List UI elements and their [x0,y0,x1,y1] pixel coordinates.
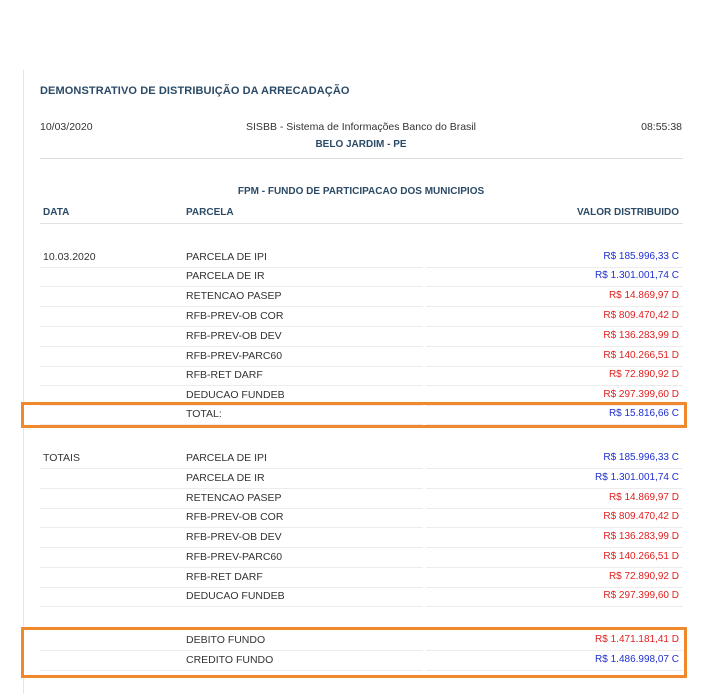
total-value: R$ 15.816,66 C [608,408,679,419]
debito-fundo-label: DEBITO FUNDO [186,634,266,646]
report-date: 10/03/2020 [40,121,93,133]
table-row [40,287,683,307]
table-row [40,528,683,548]
row-valor: R$ 14.869,97 D [608,290,679,301]
system-name: SISBB - Sistema de Informações Banco do Brasil [246,121,476,133]
table-row [40,587,683,607]
row-valor: R$ 140.266,51 D [603,350,679,361]
table-row [40,248,683,268]
section-title: FPM - FUNDO DE PARTICIPACAO DOS MUNICIPIOS [237,186,485,197]
row-parcela: RETENCAO PASEP [186,290,282,302]
table-row [40,449,683,469]
credito-fundo-value: R$ 1.486.998,07 C [595,654,679,665]
column-header-data: DATA [43,207,70,218]
report-time: 08:55:38 [641,121,682,133]
column-header-parcela: PARCELA [186,207,234,218]
row-parcela: RFB-RET DARF [186,571,263,583]
row-parcela: RFB-PREV-PARC60 [186,350,283,362]
row-valor: R$ 72.890,92 D [608,369,679,380]
left-rule [23,70,24,694]
row-valor: R$ 809.470,42 D [603,310,679,321]
column-header-valor: VALOR DISTRIBUIDO [576,207,679,218]
row-valor: R$ 140.266,51 D [603,551,679,562]
row-parcela: RETENCAO PASEP [186,492,282,504]
page-title: DEMONSTRATIVO DE DISTRIBUIÇÃO DA ARRECADAÇÃO [40,85,350,97]
table-row [40,548,683,568]
row-parcela: PARCELA DE IPI [186,452,267,464]
row-parcela: PARCELA DE IPI [186,251,267,263]
row-parcela: PARCELA DE IR [186,270,265,282]
table-row-spacer [40,228,683,248]
row-parcela: PARCELA DE IR [186,472,265,484]
row-valor: R$ 809.470,42 D [603,511,679,522]
row-valor: R$ 185.996,33 C [603,251,679,262]
table-row [40,267,683,287]
table-row [40,366,683,386]
table-row [40,489,683,509]
row-valor: R$ 136.283,99 D [603,531,679,542]
row-date: 10.03.2020 [43,251,96,263]
row-parcela: RFB-RET DARF [186,369,263,381]
credito-fundo-label: CREDITO FUNDO [186,654,274,666]
row-valor: R$ 136.283,99 D [603,330,679,341]
row-parcela: RFB-PREV-PARC60 [186,551,283,563]
divider [40,158,683,159]
row-parcela: DEDUCAO FUNDEB [186,389,285,401]
row-parcela: RFB-PREV-OB DEV [186,330,282,342]
table-row [40,347,683,367]
total-label: TOTAL: [186,408,222,420]
highlight-box-total [21,402,687,428]
highlight-box-funds [21,627,687,678]
row-valor: R$ 14.869,97 D [608,492,679,503]
row-valor: R$ 1.301.001,74 C [595,270,679,281]
row-parcela: DEDUCAO FUNDEB [186,590,285,602]
row-parcela: RFB-PREV-OB COR [186,511,284,523]
table-row-spacer [40,430,683,450]
table-row [40,307,683,327]
totais-label: TOTAIS [43,452,80,464]
row-parcela: RFB-PREV-OB DEV [186,531,282,543]
debito-fundo-value: R$ 1.471.181,41 D [595,634,679,645]
table-row [40,469,683,489]
table-row [40,568,683,588]
row-valor: R$ 185.996,33 C [603,452,679,463]
row-valor: R$ 72.890,92 D [608,571,679,582]
row-valor: R$ 297.399,60 D [603,590,679,601]
table-row [40,327,683,347]
city-name: BELO JARDIM - PE [315,139,407,150]
row-parcela: RFB-PREV-OB COR [186,310,284,322]
row-valor: R$ 1.301.001,74 C [595,472,679,483]
row-valor: R$ 297.399,60 D [603,389,679,400]
divider [40,223,683,224]
table-row [40,508,683,528]
